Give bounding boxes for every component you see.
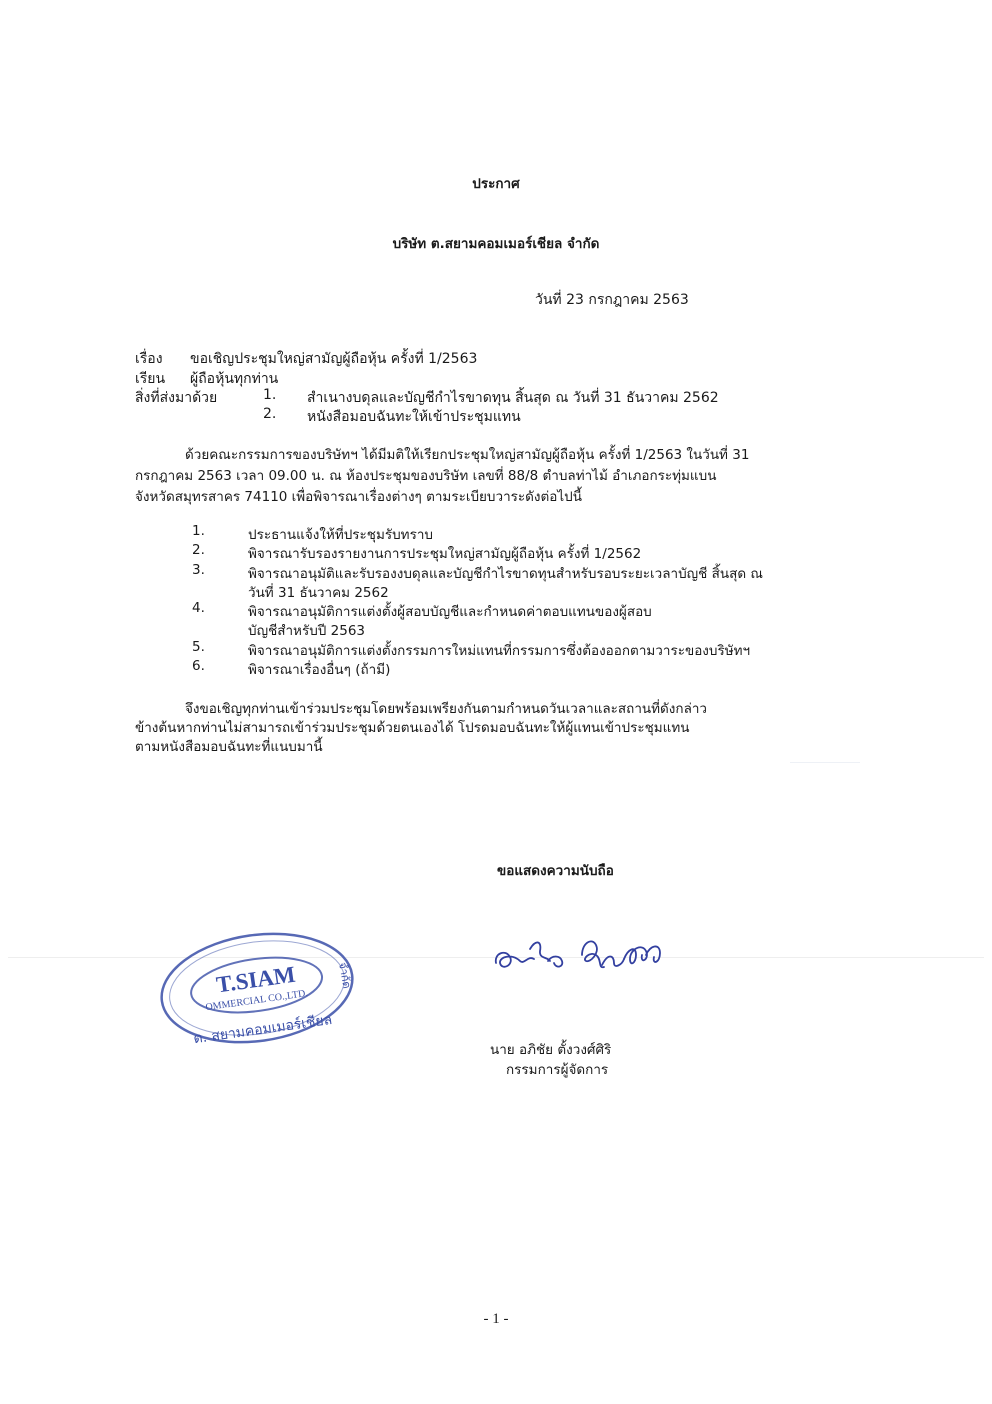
stamp-text-thai: ต. สยามคอมเมอร์เชียล — [192, 1011, 334, 1048]
closing-line: จึงขอเชิญทุกท่านเข้าร่วมประชุมโดยพร้อมเพรียงกันตามกำหนดวันเวลาและสถานที่ดังกล่าว — [185, 701, 708, 717]
enclosure-number: 2. — [263, 406, 277, 422]
agenda-number: 1. — [192, 523, 205, 539]
to-text: ผู้ถือหุ้นทุกท่าน — [190, 371, 279, 387]
agenda-number: 5. — [192, 639, 205, 655]
signatory-name: นาย อภิชัย ตั้งวงศ์ศิริ — [490, 1042, 612, 1058]
enclosure-item: สำเนางบดุลและบัญชีกำไรขาดทุน สิ้นสุด ณ วันที่ 31 ธันวาคม 2562 — [307, 390, 719, 406]
intro-line: กรกฎาคม 2563 เวลา 09.00 น. ณ ห้องประชุมของบริษัท เลขที่ 88/8 ตำบลท่าไม้ อำเภอกระทุ่มแบน — [135, 468, 717, 484]
stamp-text-side: จำกัด — [336, 961, 354, 990]
agenda-item: พิจารณาเรื่องอื่นๆ (ถ้ามี) — [248, 662, 391, 678]
agenda-number: 4. — [192, 600, 205, 616]
company-name: บริษัท ต.สยามคอมเมอร์เชียล จำกัด — [392, 236, 600, 252]
agenda-item-continued: บัญชีสำหรับปี 2563 — [248, 623, 365, 639]
intro-line: จังหวัดสมุทรสาคร 74110 เพื่อพิจารณาเรื่องต่างๆ ตามระเบียบวาระดังต่อไปนี้ — [135, 489, 582, 505]
letter-date: วันที่ 23 กรกฎาคม 2563 — [535, 292, 689, 308]
stamp-graphic — [153, 923, 361, 1053]
agenda-item: ประธานแจ้งให้ที่ประชุมรับทราบ — [248, 527, 433, 543]
agenda-item: พิจารณาอนุมัติและรับรองงบดุลและบัญชีกำไรขาดทุนสำหรับรอบระยะเวลาบัญชี สิ้นสุด ณ — [248, 566, 763, 582]
scan-artifact — [790, 762, 860, 763]
agenda-item: พิจารณาอนุมัติการแต่งตั้งผู้สอบบัญชีและกำหนดค่าตอบแทนของผู้สอบ — [248, 604, 652, 620]
signatory-position: กรรมการผู้จัดการ — [506, 1062, 609, 1078]
closing-line: ข้างต้นหากท่านไม่สามารถเข้าร่วมประชุมด้วยตนเองได้ โปรดมอบฉันทะให้ผู้แทนเข้าประชุมแทน — [135, 720, 690, 736]
signature-graphic — [490, 925, 670, 985]
agenda-number: 6. — [192, 658, 205, 674]
announcement-heading: ประกาศ — [472, 176, 520, 192]
intro-line: ด้วยคณะกรรมการของบริษัทฯ ได้มีมติให้เรียกประชุมใหญ่สามัญผู้ถือหุ้น ครั้งที่ 1/2563 ในวันที่ 31 — [185, 447, 750, 463]
stamp-text-primary: T.SIAM — [214, 961, 297, 998]
agenda-number: 3. — [192, 562, 205, 578]
agenda-item-continued: วันที่ 31 ธันวาคม 2562 — [248, 585, 389, 601]
enclosure-item: หนังสือมอบฉันทะให้เข้าประชุมแทน — [307, 409, 521, 425]
page-number: - 1 - — [483, 1311, 509, 1327]
agenda-item: พิจารณารับรองรายงานการประชุมใหญ่สามัญผู้ถือหุ้น ครั้งที่ 1/2562 — [248, 546, 642, 562]
agenda-number: 2. — [192, 542, 205, 558]
subject-label: เรื่อง — [135, 351, 163, 367]
enclosures-label: สิ่งที่ส่งมาด้วย — [135, 390, 218, 406]
closing-line: ตามหนังสือมอบฉันทะที่แนบมานี้ — [135, 739, 323, 755]
enclosure-number: 1. — [263, 387, 277, 403]
company-stamp — [153, 923, 361, 1053]
regards-text: ขอแสดงความนับถือ — [497, 863, 614, 879]
stamp-text-secondary: OMMERCIAL CO.,LTD. — [204, 988, 309, 1014]
signature — [490, 925, 670, 985]
to-label: เรียน — [135, 371, 166, 387]
agenda-item: พิจารณาอนุมัติการแต่งตั้งกรรมการใหม่แทนที่กรรมการซึ่งต้องออกตามวาระของบริษัทฯ — [248, 643, 751, 659]
subject-text: ขอเชิญประชุมใหญ่สามัญผู้ถือหุ้น ครั้งที่ 1/2563 — [190, 351, 478, 367]
